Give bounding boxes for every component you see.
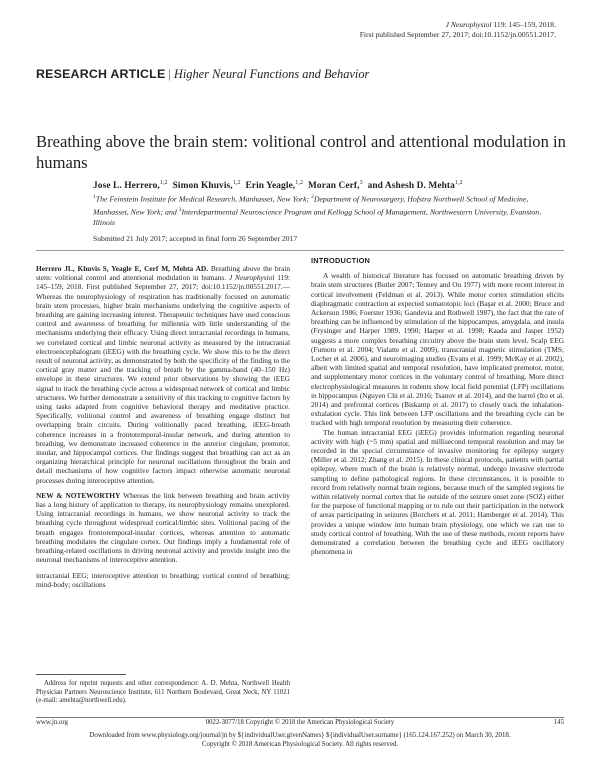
introduction-paragraph: The human intracranial EEG (iEEG) provides information regarding neuronal activity with high (~5 mm) spatial and millisecond temporal resolution and may be recorded in the special circumstance of invasive monitoring for epilepsy surgery (Miller et al. 2012; Zhang et al. 2015). In these clinical protocols, patients with partial epilepsy, where much of the brain is relatively normal, undergo invasive electrode sampling to define pathological regions. In these circumstances, it is possible to record from relatively normal brain regions, because much of the sampled regions lie within relatively normal cortex that lie outside of the seizure onset zone (SOZ) either for the purpose of functional mapping or to rule out their participation in the network of areas participating in seizures (Borchers et al. 2011; Hamberger et al. 2014). This provides a unique window into human brain physiology, one which we can use to study cortical control of breathing. With the use of these methods, recent reports have demonstrated a correlation between the breathing cycle and iEEG oscillatory phenomena in	[311, 427, 564, 557]
journal-name: J Neurophysiol	[445, 20, 492, 29]
published-line: First published September 27, 2017; doi:10.1152/jn.00551.2017.	[359, 30, 556, 39]
correspondence-footnote	[36, 680, 290, 706]
author[interactable]: Moran Cerf,$^3$	[307, 180, 363, 192]
new-and-noteworthy	[36, 491, 290, 565]
abstract-citation-rest: 119: 145–159, 2018. First published September 27, 2017; doi:10.1152/jn.00551.2017.—	[36, 273, 290, 292]
article-title: Breathing above the brain stem: volitional control and attentional modulation in humans	[36, 132, 566, 172]
footer-website-link[interactable]: www.jn.org	[36, 719, 68, 726]
author-list	[93, 177, 563, 192]
correspondence-text: Address for reprint requests and other correspondence: A. D. Mehta, Northwell Health Physician Partners Neuroscience Institute, 611 Northern Boulevard, Great Neck, NY 11021 (e-mail: amehta@northwell.edu).	[36, 680, 290, 705]
abstract-citation-journal: J Neurophysiol	[228, 273, 275, 283]
noteworthy-heading: NEW & NOTEWORTHY	[36, 490, 121, 500]
download-notice	[0, 731, 600, 749]
copyright-line: Copyright © 2018 American Physiological Society. All rights reserved.	[201, 741, 399, 748]
author[interactable]: Erin Yeagle,$^{1,2}$	[245, 180, 304, 192]
page-number: 145	[553, 719, 564, 726]
journal-header	[196, 20, 556, 40]
footnote-divider	[36, 674, 126, 675]
download-line: Downloaded from www.physiology.org/journal/jn by ${individualUser.givenNames} ${individualUser.surname} (165.124.167.252) on March 30, 2018.	[89, 732, 511, 739]
journal-citation-line	[196, 20, 556, 30]
footer-divider	[36, 717, 564, 718]
footer-copyright: 0022-3077/18 Copyright © 2018 the American Physiological Society	[205, 719, 395, 726]
abstract-citation-title: Breathing above the brain stem: volitional control and attentional modulation in humans.	[36, 264, 290, 283]
introduction-paragraph: A wealth of historical literature has focused on automatic breathing driven by brain stem structures (Butler 2007; Tenney and Ou 1977) with more recent interest in cortical involvement (Feldman et al. 2013). While motor cortex stimulation elicits diaphragmatic contraction at expected somatotopic loci (Başar et al. 2000; Bruce and Ackerson 1986; Foerster 1936; Gandevia and Rothwell 1987), the fact that the rate of breathing can be influenced by stimulation of the hippocampus, amygdala, and insula (Frysinger and Harper 1989, 1990; Harper et al. 1998; Kaada and Jasper 1952) suggests a more complex breathing circuitry above the brain stem level. Scalp EEG (Fumoto et al. 2004; Vialatte et al. 2009), transcranial magnetic stimulation (TMS; Locher et al. 2006), and neuroimaging studies (Evans et al. 1999; McKay et al. 2002), albeit with limited spatial and temporal resolution, have implicated premotor, motor, and supplementary motor cortices in the voluntary control of breathing. More direct electrophysiological measures in rodents show local field potential (LFP) oscillations in hippocampus (Nguyen Chi et al. 2016; Tsanov et al. 2014), and the barrel (Ito et al. 2014) and prefrontal cortices (Biskamp et al. 2017) to closely track the inhalation-exhalation cycle. This link between LFP oscillations and the breathing cycle can be tracked with high temporal resolution by measuring their coherence.	[311, 271, 564, 428]
article-section: Higher Neural Functions and Behavior	[173, 67, 370, 81]
author-block	[93, 177, 563, 229]
introduction-column	[311, 256, 564, 557]
abstract-citation-authors: Herrero JL, Khuvis S, Yeagle E, Cerf M, Mehta AD.	[36, 264, 209, 273]
author[interactable]: Simon Khuvis,$^{1,2}$	[172, 180, 241, 192]
noteworthy-body: Whereas the link between breathing and brain activity has a long history of application to therapy, its neurophysiology remains unexplored. Using intracranial recordings in humans, we show neuronal activity to track the breathing cycle throughout widespread cortical/limbic sites. Volitional pacing of the breath engages frontotemporal-insular cortices, whereas attention to automatic breathing modulates the cingulate cortex. Our findings imply a fundamental role of breathing-related oscillations in driving neuronal activity and provide insight into the neuronal mechanisms of interoceptive attention.	[36, 490, 290, 565]
article-type-separator: |	[168, 67, 171, 81]
received-dates: Submitted 21 July 2017; accepted in final form 26 September 2017	[93, 234, 298, 243]
journal-citation: 119: 145–159, 2018.	[493, 20, 556, 29]
keywords: intracranial EEG; interoceptive attention to breathing; cortical control of breathing; mind-body; oscillations	[36, 570, 290, 589]
header-divider	[36, 250, 564, 251]
introduction-heading: INTRODUCTION	[311, 256, 371, 265]
abstract	[36, 264, 290, 485]
article-type-line	[36, 67, 369, 82]
abstract-column	[36, 264, 290, 589]
author[interactable]: and Ashesh D. Mehta$^{1,2}$	[367, 180, 463, 192]
affiliations: $^1$The Feinstein Institute for Medical Research, Manhasset, New York; $^2$Department of Neurosurgery, Hofstra Northwell School of Medicine, Manhasset, New York; and $^3$Interdepartmental Neuroscience Program and Kellogg School of Management, Northwestern University, Evanston, Illinois	[93, 194, 542, 228]
article-type: RESEARCH ARTICLE	[36, 67, 166, 81]
author[interactable]: Jose L. Herrero,$^{1,2}$	[93, 180, 168, 192]
abstract-body: Whereas the neurophysiology of respiration has traditionally focused on automatic brain stem processes, higher brain mechanisms underlying the cognitive aspects of breathing are gaining increasing interest. Therapeutic techniques have used conscious control and awareness of breathing for millennia with little understanding of the mechanisms underlying their efficacy. Using direct intracranial recordings in humans, we correlated cortical and limbic neuronal activity as measured by the intracranial electroencephalogram (iEEG) with the breathing cycle. We show this to be the direct result of neuronal activity, as demonstrated by both the specificity of the finding to the cortical gray matter and the tracking of breath by the gamma-band (40–150 Hz) envelope in these structures. We extend prior observations by showing the iEEG signal to track the breathing cycle across a widespread network of cortical and limbic structures. We further demonstrate a sensitivity of this tracking to cognitive factors by using tasks adapted from cognitive behavioral therapy and meditative practice. Specifically, volitional control and awareness of breathing engage distinct but overlapping brain circuits. During volitionally paced breathing, iEEG-breath coherence increases in a frontotemporal-insular network, and during attention to breathing, we demonstrate increased coherence in the anterior cingulate, premotor, insular, and hippocampal cortices. Our findings suggest that breathing can act as an organizing hierarchical principle for neuronal oscillations throughout the brain and detail mechanisms of how cognitive factors impact otherwise automatic neuronal processes during interoceptive attention.	[36, 291, 290, 485]
